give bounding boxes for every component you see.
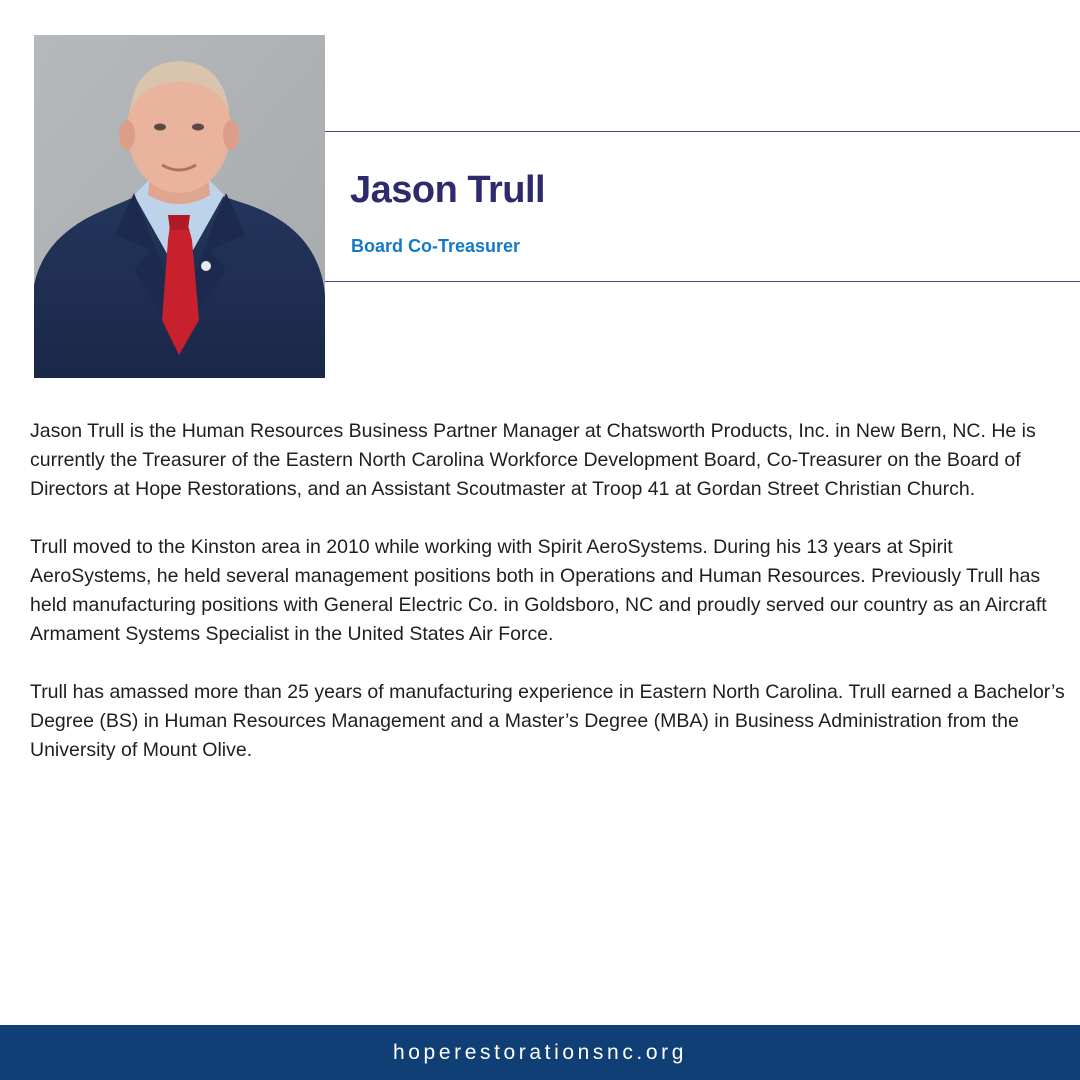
bio-paragraph: Trull moved to the Kinston area in 2010 while working with Spirit AeroSystems. During his 13 years at Spirit AeroSystems, he held several management positions both in Operations and Human Resources. Previously Trull has held manufacturing positions with General Electric Co. in Goldsboro, NC and proudly served our country as an Aircraft Armament Systems Specialist in the United States Air Force. xyxy=(30,536,1047,645)
person-role: Board Co-Treasurer xyxy=(351,236,521,256)
footer-bar xyxy=(0,1025,1080,1080)
person-name: Jason Trull xyxy=(350,169,546,211)
header-divider-bottom xyxy=(325,281,1080,282)
bio-paragraph: Trull has amassed more than 25 years of manufacturing experience in Eastern North Carolina. Trull earned a Bachelor’s Degree (BS) in Human Resources Management and a Master’s Degree (MBA) in Business Administration from the University of Mount Olive. xyxy=(30,681,1065,761)
header-divider-top xyxy=(325,131,1080,132)
bio-paragraph: Jason Trull is the Human Resources Business Partner Manager at Chatsworth Products, Inc. in New Bern, NC. He is currently the Treasurer of the Eastern North Carolina Workforce Development Board, Co-Treasurer on the Board of Directors at Hope Restorations, and an Assistant Scoutmaster at Troop 41 at Gordan Street Christian Church. xyxy=(30,420,1036,500)
bio-section xyxy=(30,417,1065,794)
profile-photo xyxy=(34,35,325,378)
website-link[interactable]: hoperestorationsnc.org xyxy=(393,1040,687,1064)
